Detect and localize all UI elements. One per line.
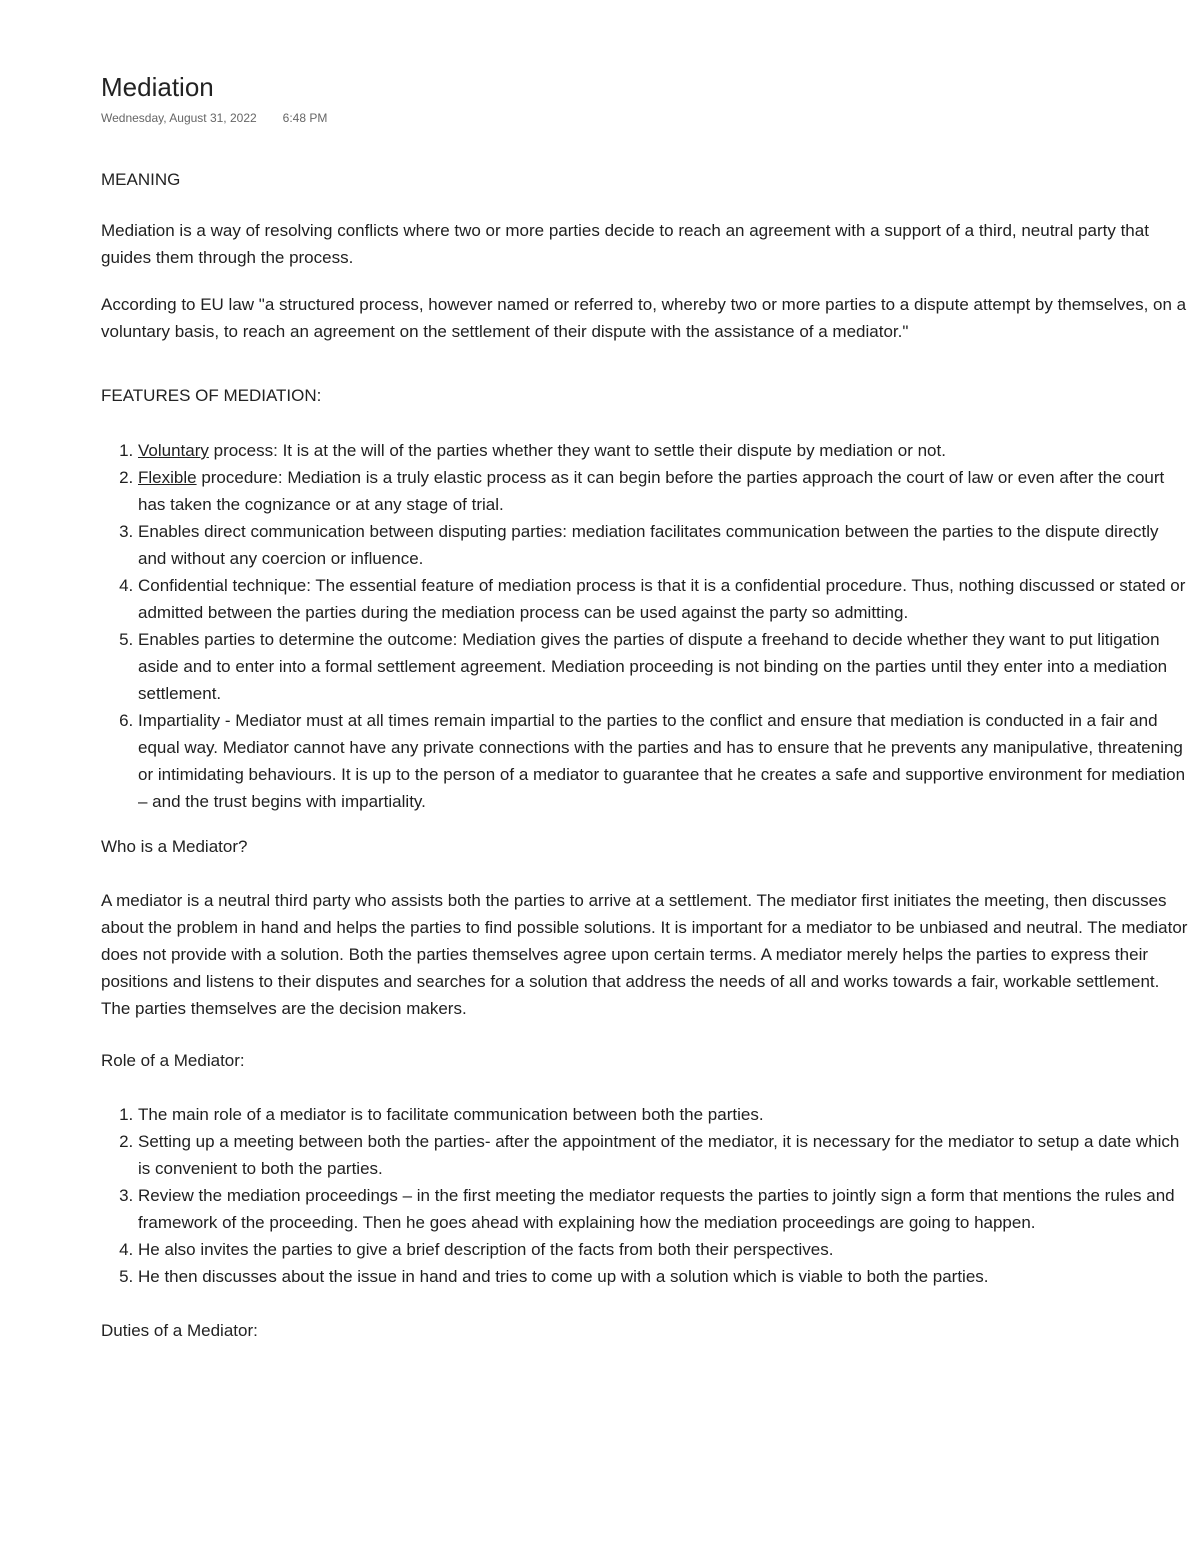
who-paragraph: A mediator is a neutral third party who assists both the parties to arrive at a settlement. The mediator first initiates the meeting, then discusses about the problem in hand and helps the parties to find possible solutions. It is important for a mediator to be unbiased and neutral. The mediator does not provide with a solution. Both the parties themselves agree upon certain terms. A mediator merely helps the parties to express their positions and listens to their disputes and searches for a solution that address the needs of all and works towards a fair, workable settlement. The parties themselves are the decision makers. xyxy=(101,891,1188,1018)
list-item: 6. Impartiality - Mediator must at all times remain impartial to the parties to the conflict and ensure that mediation is conducted in a fair and equal way. Mediator cannot have any private connections with the parties and has to ensure that he prevents any manipulative, threatening or intimidating behaviours. It is up to the person of a mediator to guarantee that he creates a safe and supportive environment for mediation – and the trust begins with impartiality. xyxy=(138,707,1191,815)
feature-term: Flexible xyxy=(138,468,197,487)
list-item: 2. Flexible procedure: Mediation is a truly elastic process as it can begin before the parties approach the court of law or even after the court has taken the cognizance or at any stage of trial. xyxy=(138,464,1191,518)
note-time: 6:48 PM xyxy=(282,111,328,125)
duties-heading: Duties of a Mediator: xyxy=(101,1321,258,1340)
list-item: 1. Voluntary process: It is at the will of the parties whether they want to settle their dispute by mediation or not. xyxy=(138,437,1191,464)
meaning-paragraph: Mediation is a way of resolving conflicts where two or more parties decide to reach an agreement with a support of a third, neutral party that guides them through the process. xyxy=(101,221,1149,267)
eu-law-paragraph: According to EU law "a structured process, however named or referred to, whereby two or more parties to a dispute attempt by themselves, on a voluntary basis, to reach an agreement on the settlement of their dispute with the assistance of a mediator." xyxy=(101,295,1187,341)
who-heading: Who is a Mediator? xyxy=(101,837,248,856)
page-title: Mediation xyxy=(101,72,214,102)
list-item: 4. Confidential technique: The essential feature of mediation process is that it is a confidential procedure. Thus, nothing discussed or stated or admitted between the parties during the mediation process can be used against the party so admitting. xyxy=(138,572,1191,626)
features-heading: FEATURES OF MEDIATION: xyxy=(101,386,322,405)
list-item: 4. He also invites the parties to give a brief description of the facts from both their perspectives. xyxy=(138,1236,1191,1263)
list-item: 5. He then discusses about the issue in hand and tries to come up with a solution which is viable to both the parties. xyxy=(138,1263,1191,1290)
list-item: 5. Enables parties to determine the outcome: Mediation gives the parties of dispute a freehand to decide whether they want to put litigation aside and to enter into a formal settlement agreement. Mediation proceeding is not binding on the parties until they enter into a mediation settlement. xyxy=(138,626,1191,707)
list-item: 3. Review the mediation proceedings – in the first meeting the mediator requests the parties to jointly sign a form that mentions the rules and framework of the proceeding. Then he goes ahead with explaining how the mediation proceedings are going to happen. xyxy=(138,1182,1191,1236)
role-list xyxy=(101,1101,1191,1290)
list-item: 1. The main role of a mediator is to facilitate communication between both the parties. xyxy=(138,1101,1191,1128)
role-heading: Role of a Mediator: xyxy=(101,1051,245,1070)
note-timestamp xyxy=(101,110,1191,126)
features-list xyxy=(101,437,1191,815)
note-date: Wednesday, August 31, 2022 xyxy=(101,111,257,125)
list-item: 3. Enables direct communication between disputing parties: mediation facilitates communication between the parties to the dispute directly and without any coercion or influence. xyxy=(138,518,1191,572)
feature-term: Voluntary xyxy=(138,441,209,460)
meaning-heading: MEANING xyxy=(101,170,181,189)
list-item: 2. Setting up a meeting between both the parties- after the appointment of the mediator, it is necessary for the mediator to setup a date which is convenient to both the parties. xyxy=(138,1128,1191,1182)
note-page xyxy=(101,70,1191,1343)
